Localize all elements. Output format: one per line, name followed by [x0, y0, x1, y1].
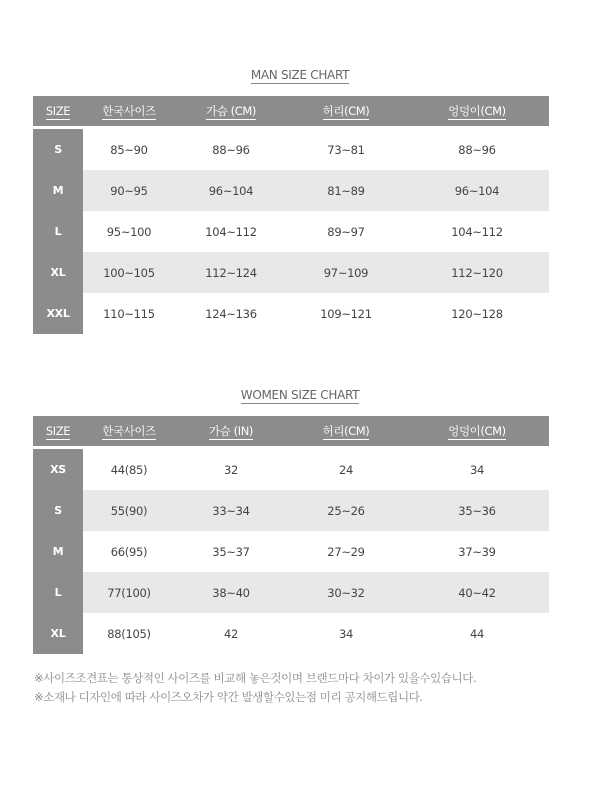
table-cell: 97~109 — [287, 252, 405, 293]
table-row — [33, 211, 549, 252]
table-cell: 66(95) — [110, 544, 148, 559]
table-cell: 104~112 — [451, 224, 503, 239]
header-chest: 가슴 (IN) — [175, 416, 287, 448]
table-cell: 81~89 — [287, 170, 405, 211]
table-cell: 40~42 — [405, 572, 549, 613]
table-row — [33, 490, 549, 531]
table-row — [33, 531, 549, 572]
table-cell: 25~26 — [287, 490, 405, 531]
man-size-chart-title: MAN SIZE CHART — [250, 68, 350, 82]
man-size-table — [33, 96, 549, 334]
table-cell: 112~120 — [405, 252, 549, 293]
size-label-cell: L — [33, 572, 83, 613]
note-line: ※소재나 디자인에 따라 사이즈오차가 약간 발생할수있는점 미리 공지해드립니다. — [34, 690, 423, 704]
women-size-chart-title: WOMEN SIZE CHART — [240, 388, 360, 402]
header-waist: 허리(CM) — [287, 96, 405, 128]
table-cell: 44(85) — [110, 462, 148, 477]
table-row — [33, 613, 549, 654]
table-cell: 100~105 — [83, 252, 175, 293]
table-cell: 77(100) — [83, 572, 175, 613]
table-cell: 73~81 — [327, 142, 365, 157]
header-korean-size: 한국사이즈 — [83, 416, 175, 448]
table-cell: 32 — [223, 462, 239, 477]
table-row — [33, 170, 549, 211]
table-row — [33, 293, 549, 334]
table-header-row — [33, 96, 549, 128]
table-cell: 110~115 — [103, 306, 155, 321]
table-cell: 88~96 — [458, 142, 496, 157]
table-cell: 90~95 — [83, 170, 175, 211]
header-hip: 엉덩이(CM) — [405, 416, 549, 448]
size-label-cell: S — [33, 490, 83, 531]
table-cell: 42 — [223, 626, 239, 641]
size-label-cell: L — [33, 211, 83, 252]
table-cell: 88(105) — [107, 626, 151, 641]
table-header-row — [33, 416, 549, 448]
size-label-cell: S — [33, 128, 83, 171]
table-cell: 120~128 — [451, 306, 503, 321]
women-size-table — [33, 416, 549, 654]
header-korean-size: 한국사이즈 — [83, 96, 175, 128]
header-hip: 엉덩이(CM) — [405, 96, 549, 128]
size-label-cell: XL — [33, 252, 83, 293]
table-cell: 38~40 — [175, 572, 287, 613]
table-cell: 88~96 — [212, 142, 250, 157]
note-line: ※사이즈조견표는 통상적인 사이즈를 비교해 놓은것이며 브랜드마다 차이가 있을수있습니다. — [34, 671, 477, 685]
size-label-cell: XL — [33, 613, 83, 654]
table-cell: 55(90) — [83, 490, 175, 531]
table-cell: 34 — [338, 626, 354, 641]
table-cell: 37~39 — [458, 544, 496, 559]
table-cell: 30~32 — [287, 572, 405, 613]
table-cell: 27~29 — [327, 544, 365, 559]
size-label-cell: M — [33, 170, 83, 211]
table-cell: 104~112 — [205, 224, 257, 239]
size-label-cell: M — [33, 531, 83, 572]
table-cell: 34 — [469, 462, 485, 477]
table-cell: 112~124 — [175, 252, 287, 293]
header-waist: 허리(CM) — [287, 416, 405, 448]
header-chest: 가슴 (CM) — [175, 96, 287, 128]
table-row — [33, 572, 549, 613]
table-row — [33, 448, 549, 491]
table-cell: 35~36 — [405, 490, 549, 531]
table-cell: 24 — [338, 462, 354, 477]
table-row — [33, 252, 549, 293]
size-label-cell: XS — [33, 448, 83, 491]
table-cell: 85~90 — [110, 142, 148, 157]
table-cell: 89~97 — [327, 224, 365, 239]
size-label-cell: XXL — [33, 293, 83, 334]
header-size: SIZE — [33, 96, 83, 128]
table-cell: 109~121 — [320, 306, 372, 321]
table-cell: 124~136 — [205, 306, 257, 321]
table-cell: 95~100 — [106, 224, 152, 239]
table-cell: 44 — [469, 626, 485, 641]
table-cell: 96~104 — [405, 170, 549, 211]
table-cell: 96~104 — [175, 170, 287, 211]
table-cell: 35~37 — [212, 544, 250, 559]
header-size: SIZE — [33, 416, 83, 448]
table-row — [33, 128, 549, 171]
table-cell: 33~34 — [175, 490, 287, 531]
size-notes — [34, 669, 476, 707]
